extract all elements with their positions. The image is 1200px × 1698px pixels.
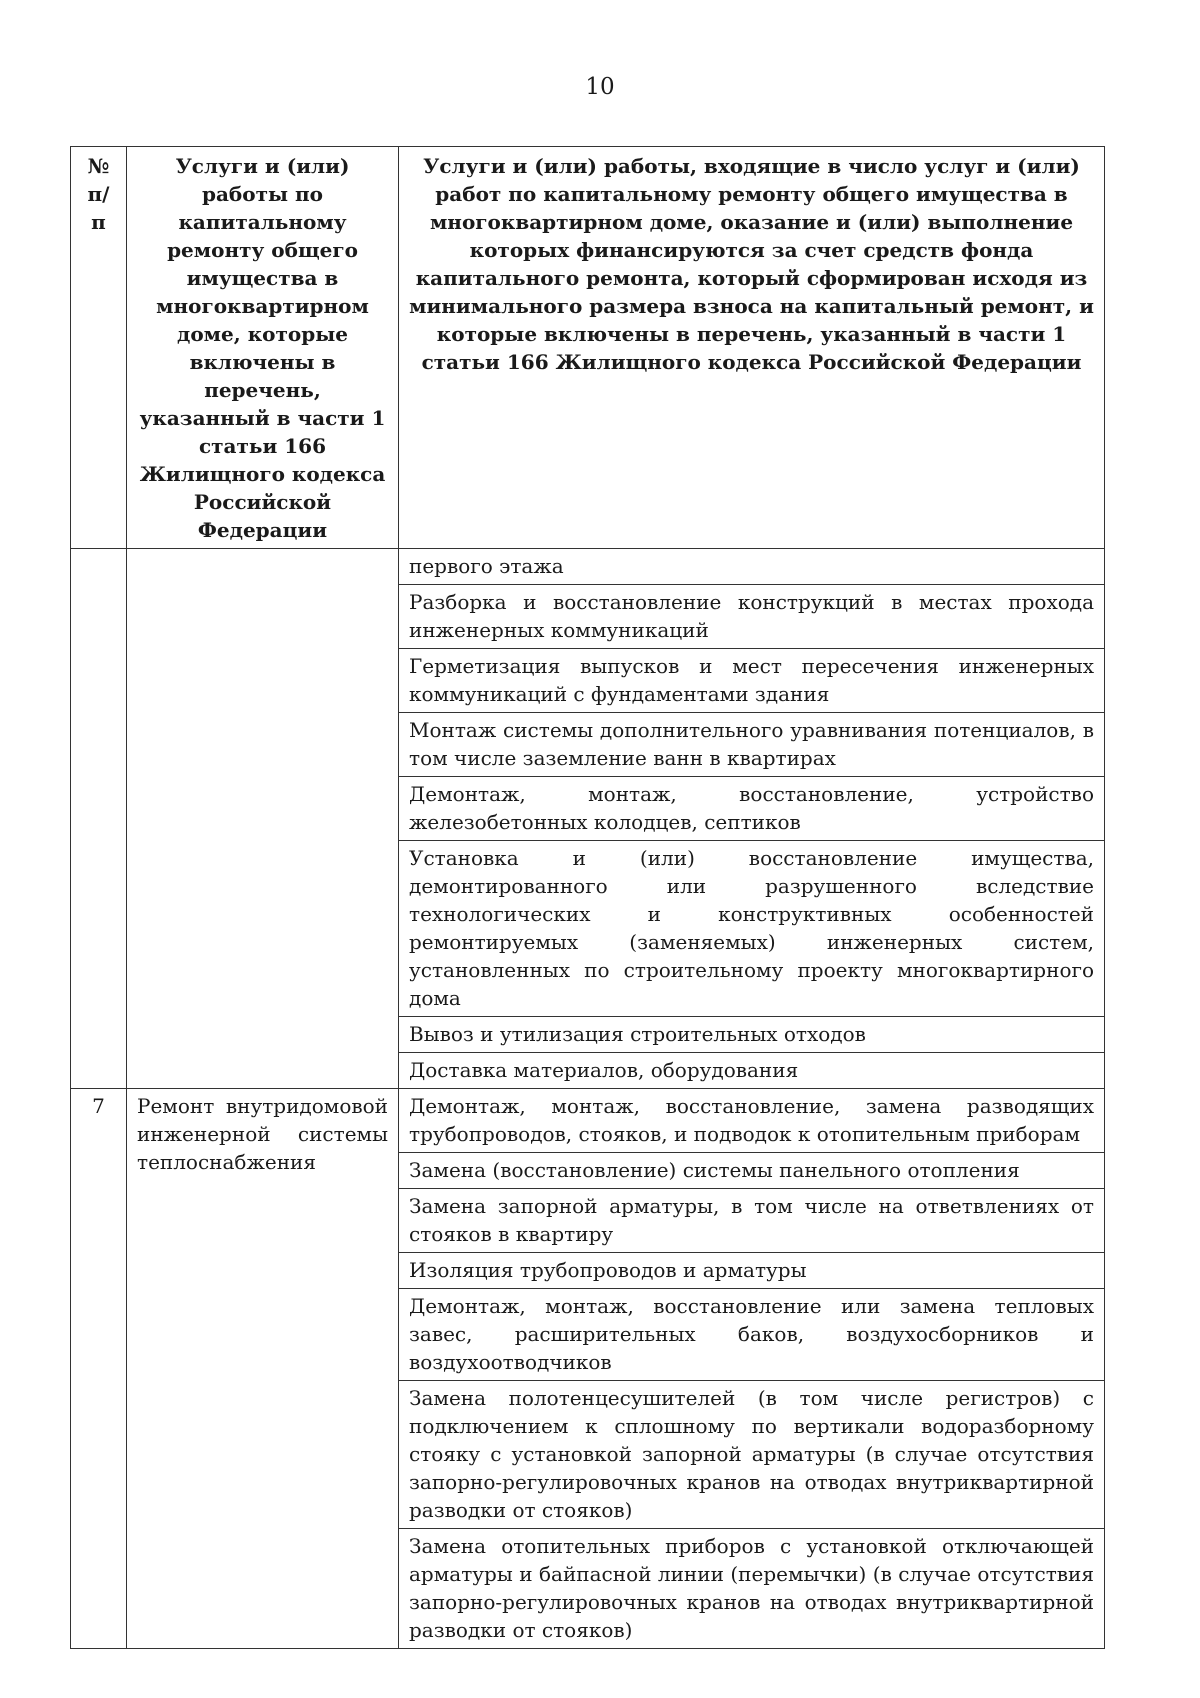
continued-num-cell [71, 549, 127, 1089]
work-cell: Доставка материалов, оборудования [399, 1053, 1105, 1089]
section-7-num: 7 [71, 1089, 127, 1649]
work-cell: Замена (восстановление) системы панельного отопления [399, 1153, 1105, 1189]
work-cell: Изоляция трубопроводов и арматуры [399, 1253, 1105, 1289]
continued-service-cell [127, 549, 399, 1089]
header-work: Услуги и (или) работы, входящие в число услуг и (или) работ по капитальному ремонту общего имущества в многоквартирном доме, оказание и (или) выполнение которых финансируются за счет средств фонда капитального ремонта, который сформирован исходя из минимального размера взноса на капитальный ремонт, и которые включены в перечень, указанный в части 1 статьи 166 Жилищного кодекса Российской Федерации [399, 147, 1105, 549]
section-7-service: Ремонт внутридомовой инженерной системы теплоснабжения [127, 1089, 399, 1649]
table-row [71, 549, 1105, 585]
work-cell: Разборка и восстановление конструкций в местах прохода инженерных коммуникаций [399, 585, 1105, 649]
work-cell: первого этажа [399, 549, 1105, 585]
work-cell: Монтаж системы дополнительного уравнивания потенциалов, в том числе заземление ванн в квартирах [399, 713, 1105, 777]
table-row [71, 1089, 1105, 1153]
table-header-row [71, 147, 1105, 549]
work-cell: Замена полотенцесушителей (в том числе регистров) с подключением к сплошному по вертикали водоразборному стояку с установкой запорной арматуры (в случае отсутствия запорно-регулировочных кранов на отводах внутриквартирной разводки от стояков) [399, 1381, 1105, 1529]
work-cell: Герметизация выпусков и мест пересечения инженерных коммуникаций с фундаментами здания [399, 649, 1105, 713]
work-cell: Вывоз и утилизация строительных отходов [399, 1017, 1105, 1053]
header-service: Услуги и (или) работы по капитальному ремонту общего имущества в многоквартирном доме, которые включены в перечень, указанный в части 1 статьи 166 Жилищного кодекса Российской Федерации [127, 147, 399, 549]
services-table [70, 146, 1105, 1649]
header-num: № п/п [71, 147, 127, 549]
work-cell: Демонтаж, монтаж, восстановление или замена тепловых завес, расширительных баков, воздухосборников и воздухоотводчиков [399, 1289, 1105, 1381]
work-cell: Замена отопительных приборов с установкой отключающей арматуры и байпасной линии (перемычки) (в случае отсутствия запорно-регулировочных кранов на отводах внутриквартирной разводки от стояков) [399, 1529, 1105, 1649]
work-cell: Установка и (или) восстановление имущества, демонтированного или разрушенного вследствие технологических и конструктивных особенностей ремонтируемых (заменяемых) инженерных систем, установленных по строительному проекту многоквартирного дома [399, 841, 1105, 1017]
work-cell: Демонтаж, монтаж, восстановление, устройство железобетонных колодцев, септиков [399, 777, 1105, 841]
work-cell: Демонтаж, монтаж, восстановление, замена разводящих трубопроводов, стояков, и подводок к отопительным приборам [399, 1089, 1105, 1153]
page-number: 10 [585, 74, 615, 100]
work-cell: Замена запорной арматуры, в том числе на ответвлениях от стояков в квартиру [399, 1189, 1105, 1253]
